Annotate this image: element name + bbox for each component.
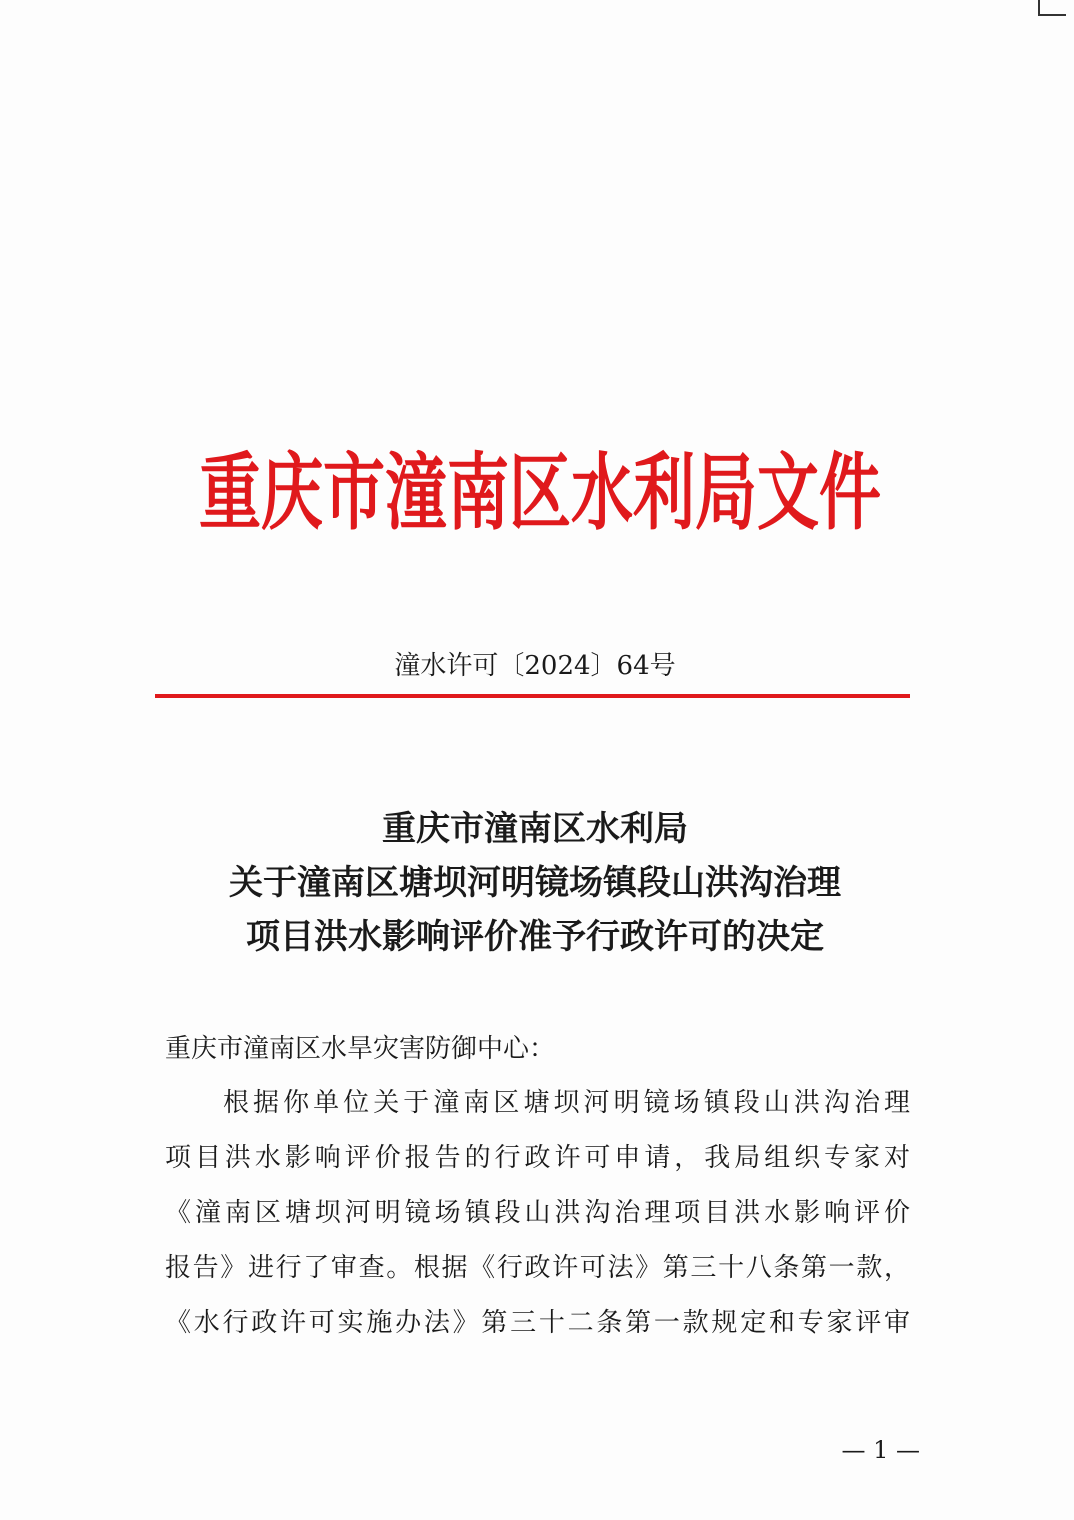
decision-title [150,802,920,964]
page-number: — 1 — [841,1436,920,1464]
body-line-1: 根据你单位关于潼南区塘坝河明镜场镇段山洪沟治理 [223,1088,910,1118]
body-line-3: 《潼南区塘坝河明镜场镇段山洪沟治理项目洪水影响评价 [165,1198,910,1228]
body-text [165,1076,910,1351]
body-line-4: 报告》进行了审查。根据《行政许可法》第三十八条第一款， [165,1253,910,1283]
decision-title-line-2: 关于潼南区塘坝河明镜场镇段山洪沟治理 [229,863,841,903]
body-line-2: 项目洪水影响评价报告的行政许可申请，我局组织专家对 [165,1143,910,1173]
body-line-5: 《水行政许可实施办法》第三十二条第一款规定和专家评审 [165,1308,910,1338]
addressee: 重庆市潼南区水旱灾害防御中心： [165,1034,556,1064]
scan-corner-mark [1038,0,1066,16]
decision-title-line-3: 项目洪水影响评价准予行政许可的决定 [246,917,824,957]
issuing-authority-header: 重庆市潼南区水利局文件 [198,443,881,542]
document-number: 潼水许可〔2024〕64号 [394,651,676,681]
decision-title-line-1: 重庆市潼南区水利局 [382,809,688,849]
red-divider-line [155,694,910,698]
